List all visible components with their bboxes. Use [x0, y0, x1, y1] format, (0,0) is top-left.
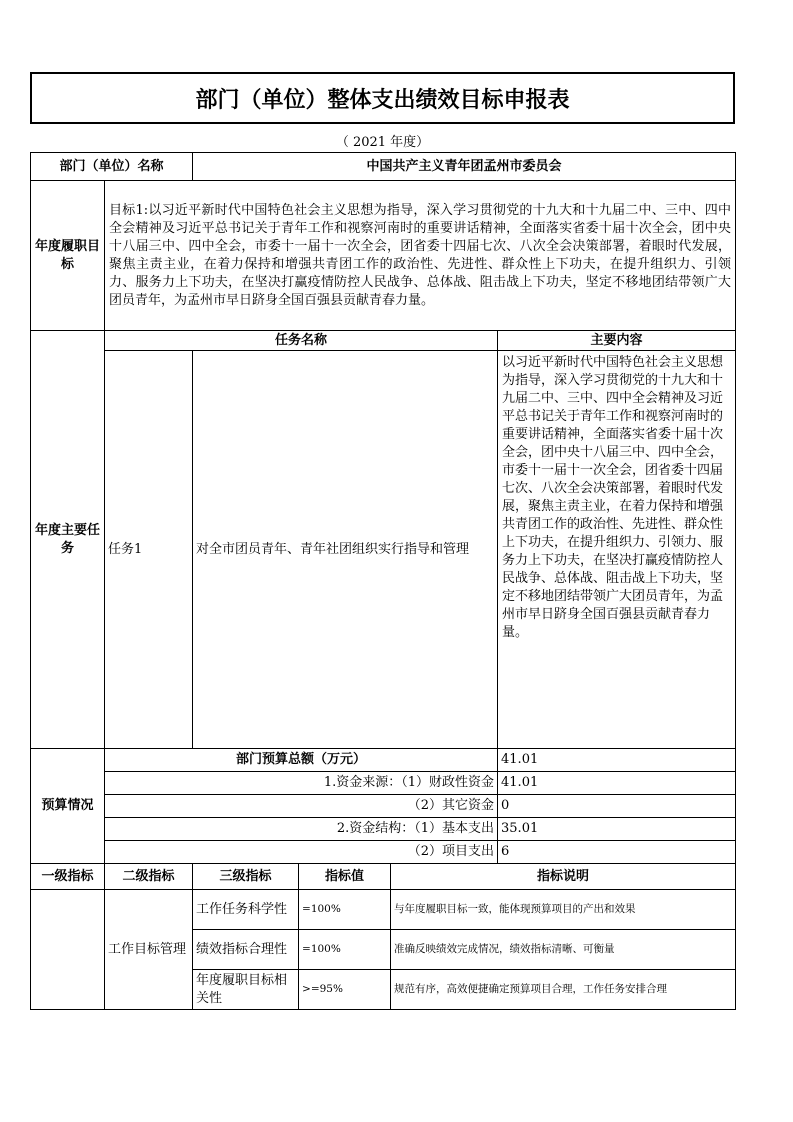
indicator-header-value: 指标值 [299, 864, 391, 890]
unit-value: 中国共产主义青年团孟州市委员会 [193, 153, 736, 181]
annual-goal-row [31, 181, 736, 331]
indicator-desc: 准确反映绩效完成情况，绩效指标清晰、可衡量 [391, 930, 736, 970]
indicator-value: =100% [299, 890, 391, 930]
indicator-level1-cell [31, 890, 105, 1010]
task-name-header: 任务名称 [105, 331, 498, 351]
budget-row [31, 772, 736, 795]
task-name: 对全市团员青年、青年社团组织实行指导和管理 [193, 351, 498, 749]
tasks-header-row [31, 331, 736, 351]
budget-row-label: （2）项目支出 [105, 841, 498, 864]
indicator-level3: 工作任务科学性 [193, 890, 299, 930]
fiscal-year: （ 2021 年度） [335, 135, 430, 150]
indicator-value: =100% [299, 930, 391, 970]
unit-label: 部门（单位）名称 [31, 153, 193, 181]
indicator-header-level3: 三级指标 [193, 864, 299, 890]
budget-row-value: 35.01 [498, 818, 736, 841]
task-content: 以习近平新时代中国特色社会主义思想为指导，深入学习贯彻党的十九大和十九届二中、三中、四中全会精神及习近平总书记关于青年工作和视察河南时的重要讲话精神，全面落实省委十届十次全会，团中央十八届三中、四中全会，市委十一届十一次全会，团省委十四届七次、八次全会决策部署，着眼时代发展，聚焦主责主业，在着力保持和增强共青团工作的政治性、先进性、群众性上下功夫，在提升组织力、引领力、服务力上下功夫，在坚决打赢疫情防控人民战争、总体战、阻击战上下功夫，坚定不移地团结带领广大团员青年，为孟州市早日跻身全国百强县贡献青春力量。 [498, 351, 736, 749]
indicator-value: >=95% [299, 970, 391, 1010]
indicator-header-level2: 二级指标 [105, 864, 193, 890]
budget-row-value: 0 [498, 795, 736, 818]
performance-form-table [30, 152, 736, 1010]
budget-total-row [31, 749, 736, 772]
budget-label: 预算情况 [31, 749, 105, 864]
task-row [31, 351, 736, 749]
budget-row-value: 41.01 [498, 772, 736, 795]
budget-row [31, 841, 736, 864]
budget-total-label: 部门预算总额（万元） [105, 749, 498, 772]
indicator-header-row [31, 864, 736, 890]
budget-row-label: （2）其它资金 [105, 795, 498, 818]
task-id: 任务1 [105, 351, 193, 749]
unit-row [31, 153, 736, 181]
budget-total-value: 41.01 [498, 749, 736, 772]
indicator-header-desc: 指标说明 [391, 864, 736, 890]
indicator-level2: 工作目标管理 [105, 890, 193, 1010]
budget-row-label: 2.资金结构：（1）基本支出 [105, 818, 498, 841]
budget-row [31, 795, 736, 818]
budget-row-label: 1.资金来源：（1）财政性资金 [105, 772, 498, 795]
page-title: 部门（单位）整体支出绩效目标申报表 [30, 72, 735, 124]
indicator-level3: 绩效指标合理性 [193, 930, 299, 970]
budget-row [31, 818, 736, 841]
indicator-level3: 年度履职目标相关性 [193, 970, 299, 1010]
annual-goal-label: 年度履职目标 [31, 181, 105, 331]
indicator-header-level1: 一级指标 [31, 864, 105, 890]
indicator-row [31, 890, 736, 930]
task-content-header: 主要内容 [498, 331, 736, 351]
tasks-label: 年度主要任务 [31, 331, 105, 749]
indicator-desc: 与年度履职目标一致，能体现预算项目的产出和效果 [391, 890, 736, 930]
annual-goal-text: 目标1:以习近平新时代中国特色社会主义思想为指导，深入学习贯彻党的十九大和十九届二中、三中、四中全会精神及习近平总书记关于青年工作和视察河南时的重要讲话精神，全面落实省委十届十次全会，团中央十八届三中、四中全会，市委十一届十一次全会，团省委十四届七次、八次全会决策部署，着眼时代发展，聚焦主责主业，在着力保持和增强共青团工作的政治性、先进性、群众性上下功夫，在提升组织力、引领力、服务力上下功夫，在坚决打赢疫情防控人民战争、总体战、阻击战上下功夫，坚定不移地团结带领广大团员青年，为孟州市早日跻身全国百强县贡献青春力量。 [105, 181, 736, 331]
budget-row-value: 6 [498, 841, 736, 864]
indicator-desc: 规范有序，高效便捷确定预算项目合理，工作任务安排合理 [391, 970, 736, 1010]
